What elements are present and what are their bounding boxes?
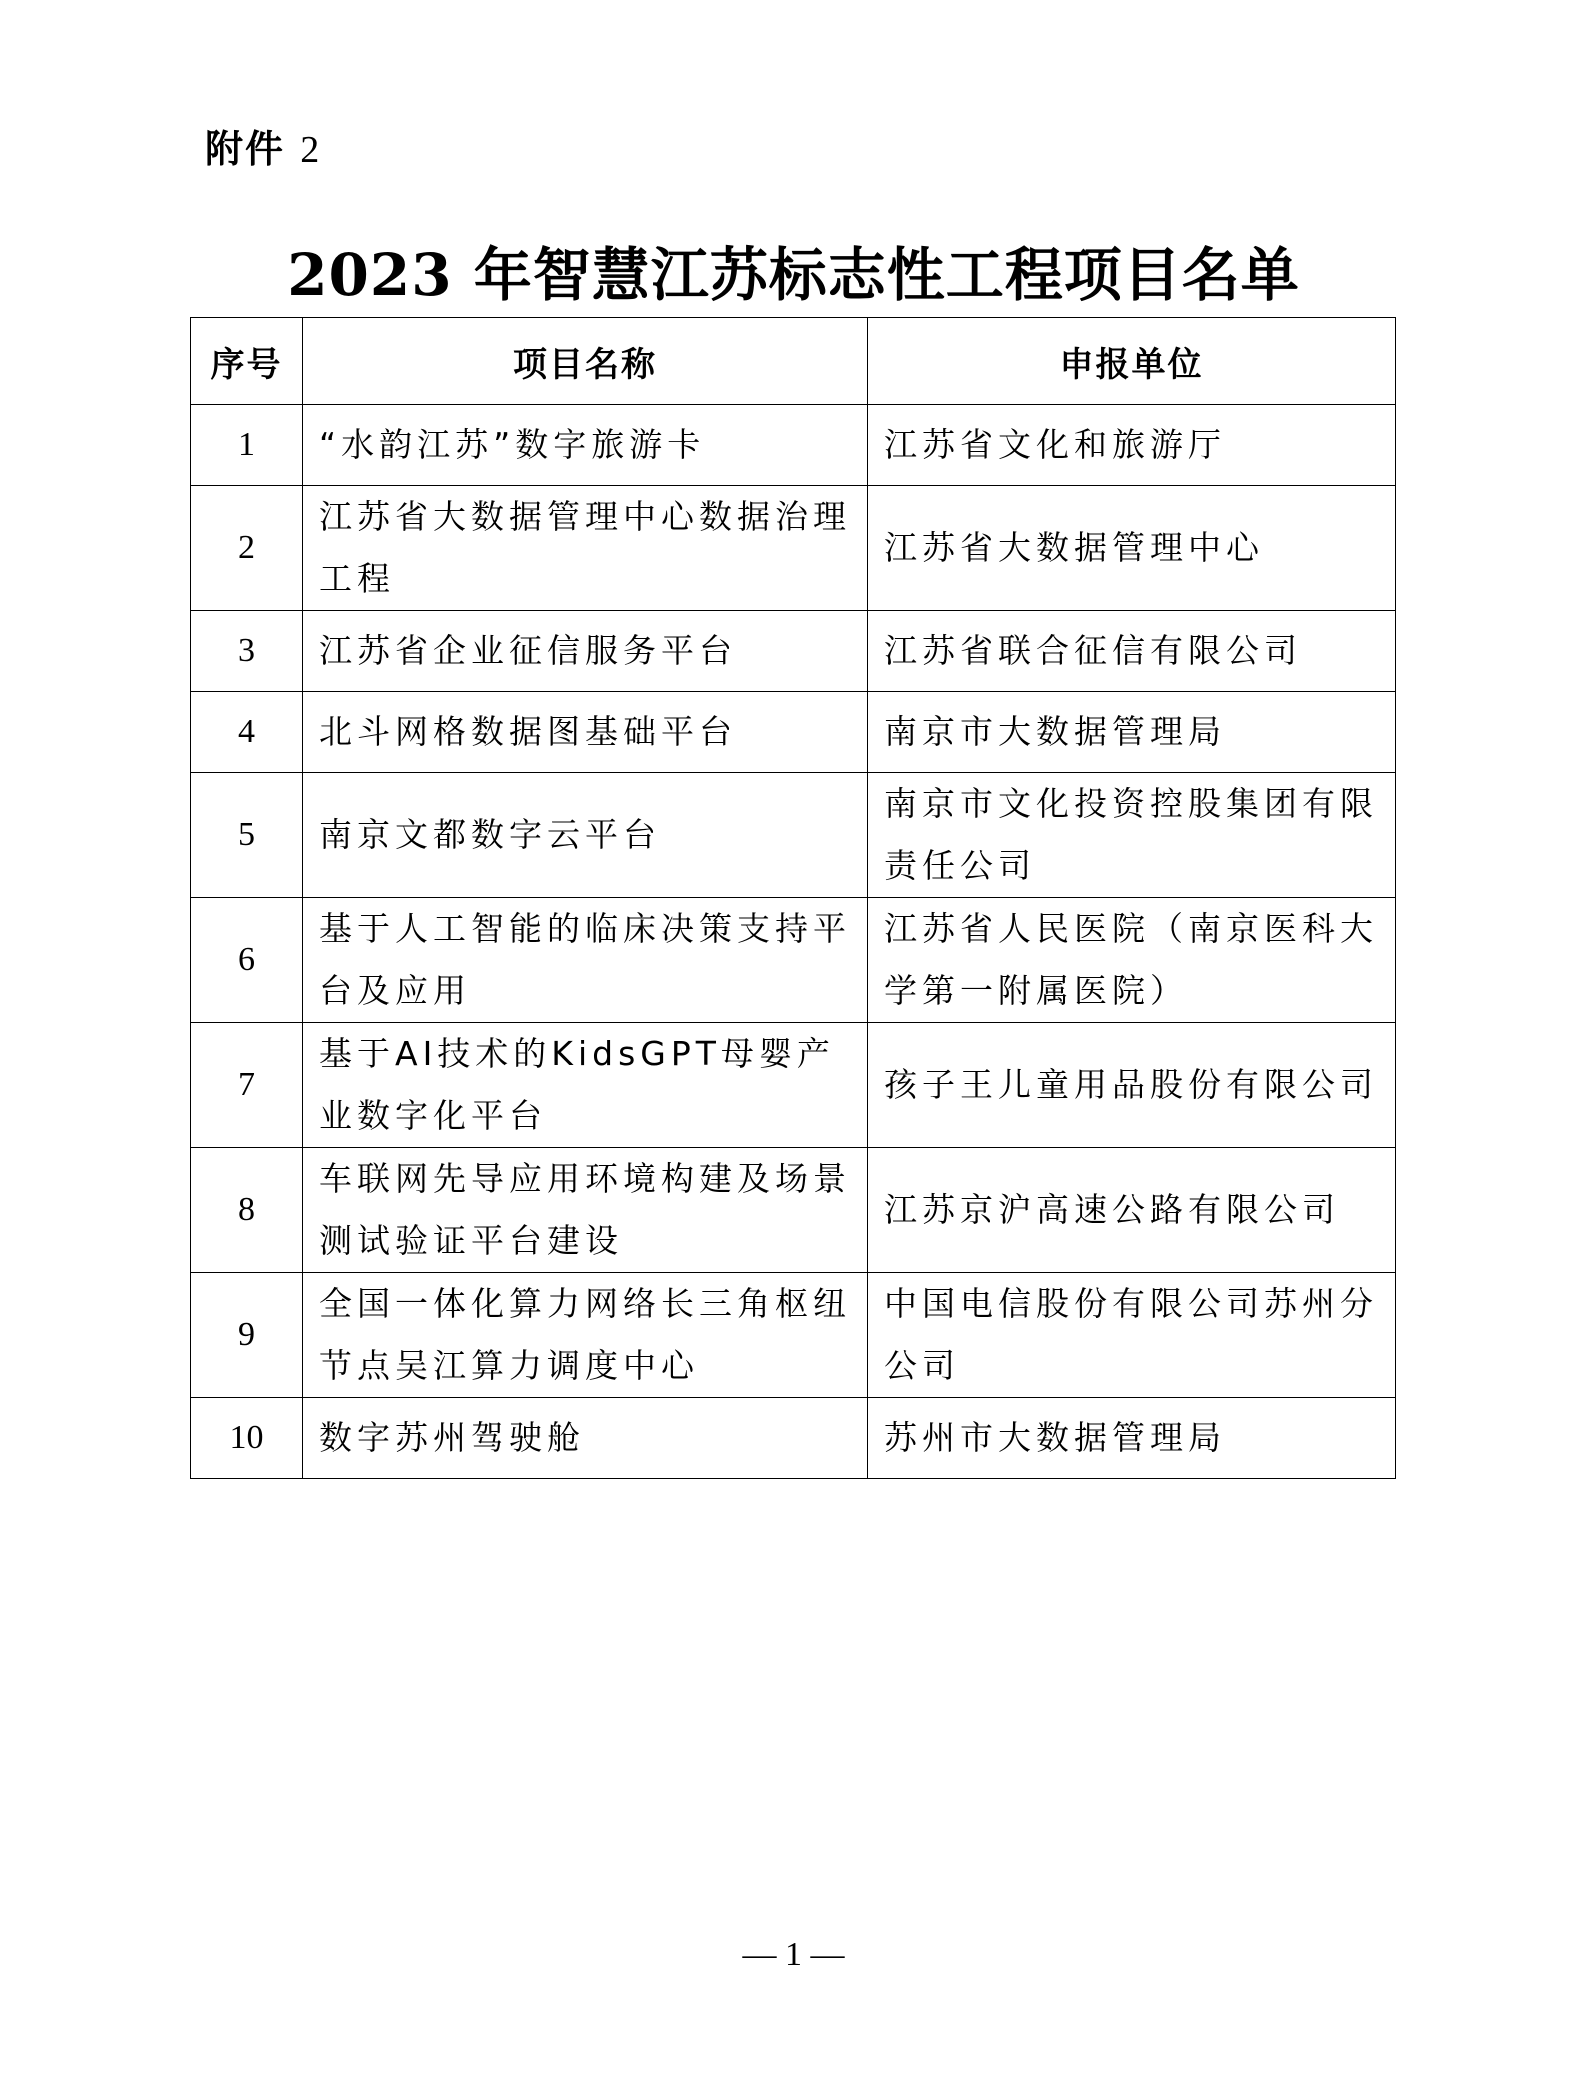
cell-seq: 10 [191, 1398, 303, 1479]
cell-project-name: 江苏省企业征信服务平台 [303, 611, 868, 692]
attachment-number: 2 [300, 129, 322, 171]
cell-unit: 江苏省文化和旅游厅 [868, 405, 1396, 486]
cell-seq: 8 [191, 1148, 303, 1273]
table-row [191, 1398, 1396, 1479]
cell-project-name: 数字苏州驾驶舱 [303, 1398, 868, 1479]
cell-project-name: 基于AI技术的KidsGPT母婴产业数字化平台 [303, 1023, 868, 1148]
table-row [191, 692, 1396, 773]
cell-project-name: 全国一体化算力网络长三角枢纽节点吴江算力调度中心 [303, 1273, 868, 1398]
cell-project-name: 基于人工智能的临床决策支持平台及应用 [303, 898, 868, 1023]
cell-unit: 江苏省人民医院（南京医科大学第一附属医院） [868, 898, 1396, 1023]
table-row [191, 1023, 1396, 1148]
header-seq: 序号 [191, 318, 303, 405]
cell-unit: 南京市大数据管理局 [868, 692, 1396, 773]
table-row [191, 1273, 1396, 1398]
cell-seq: 1 [191, 405, 303, 486]
cell-unit: 南京市文化投资控股集团有限责任公司 [868, 773, 1396, 898]
table-row [191, 405, 1396, 486]
table-row [191, 898, 1396, 1023]
table-row [191, 773, 1396, 898]
table-header-row [191, 318, 1396, 405]
project-table [190, 317, 1396, 1479]
header-project-name: 项目名称 [303, 318, 868, 405]
header-unit: 申报单位 [868, 318, 1396, 405]
cell-project-name: 车联网先导应用环境构建及场景测试验证平台建设 [303, 1148, 868, 1273]
cell-seq: 3 [191, 611, 303, 692]
cell-unit: 江苏省大数据管理中心 [868, 486, 1396, 611]
cell-seq: 7 [191, 1023, 303, 1148]
cell-project-name: 江苏省大数据管理中心数据治理工程 [303, 486, 868, 611]
cell-seq: 5 [191, 773, 303, 898]
cell-seq: 6 [191, 898, 303, 1023]
cell-project-name: 北斗网格数据图基础平台 [303, 692, 868, 773]
table-row [191, 1148, 1396, 1273]
cell-unit: 江苏省联合征信有限公司 [868, 611, 1396, 692]
cell-project-name: “水韵江苏”数字旅游卡 [303, 405, 868, 486]
attachment-prefix: 附件 [205, 127, 286, 171]
cell-seq: 9 [191, 1273, 303, 1398]
cell-unit: 江苏京沪高速公路有限公司 [868, 1148, 1396, 1273]
page-number: — 1 — [742, 1936, 845, 1973]
cell-seq: 4 [191, 692, 303, 773]
cell-project-name: 南京文都数字云平台 [303, 773, 868, 898]
cell-unit: 中国电信股份有限公司苏州分公司 [868, 1273, 1396, 1398]
cell-unit: 孩子王儿童用品股份有限公司 [868, 1023, 1396, 1148]
cell-seq: 2 [191, 486, 303, 611]
attachment-label [205, 118, 321, 173]
cell-unit: 苏州市大数据管理局 [868, 1398, 1396, 1479]
table-row [191, 611, 1396, 692]
table-row [191, 486, 1396, 611]
page-title: 2023 年智慧江苏标志性工程项目名单 [287, 241, 1300, 309]
